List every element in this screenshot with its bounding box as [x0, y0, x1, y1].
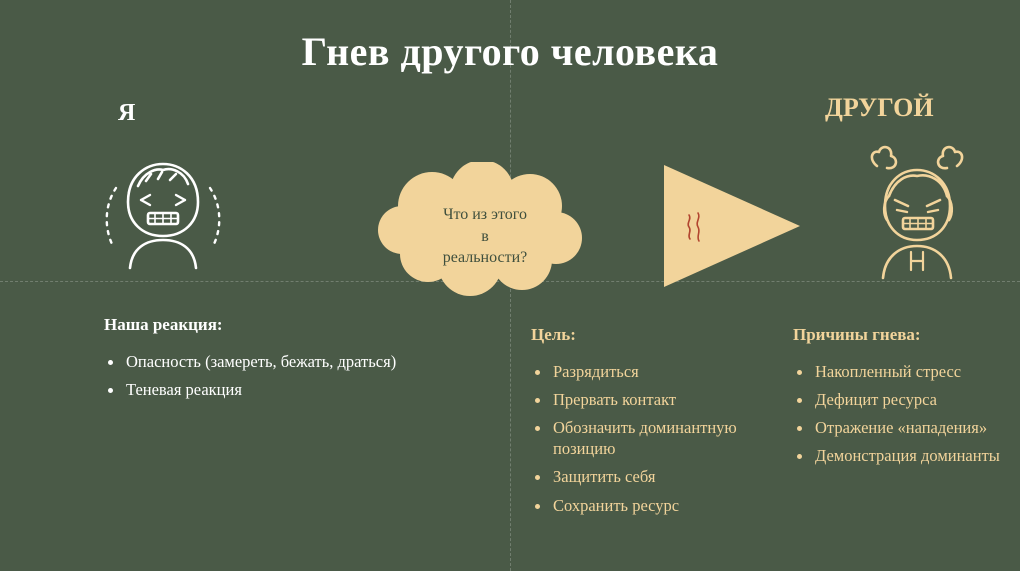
list-item: Разрядиться: [531, 361, 771, 382]
column-heading-anger-causes: Причины гнева:: [793, 325, 921, 344]
anxious-person-icon: [88, 150, 238, 285]
column-goal: [531, 325, 771, 523]
column-heading-our-reaction: Наша реакция:: [104, 315, 223, 334]
label-other: ДРУГОЙ: [825, 93, 934, 122]
cloud-text: [370, 204, 600, 269]
list-item: Накопленный стресс: [793, 361, 1008, 382]
list-anger-causes: [793, 361, 1008, 466]
angry-person-icon: [845, 140, 990, 290]
thought-cloud-icon: [370, 162, 600, 298]
label-me: Я: [118, 100, 136, 126]
column-anger-causes: [793, 325, 1008, 473]
list-our-reaction: [104, 351, 404, 400]
list-item: Теневая реакция: [104, 379, 404, 400]
column-our-reaction: [104, 315, 404, 407]
list-item: Опасность (замереть, бежать, драться): [104, 351, 404, 372]
list-item: Демонстрация доминанты: [793, 445, 1008, 466]
list-item: Прервать контакт: [531, 389, 771, 410]
cloud-line-2: в: [481, 227, 489, 245]
slide-title: Гнев другого человека: [301, 29, 719, 74]
list-item: Дефицит ресурса: [793, 389, 1008, 410]
cloud-line-1: Что из этого: [443, 206, 527, 223]
cloud-line-3: реальности?: [442, 249, 528, 267]
list-item: Отражение «нападения»: [793, 417, 1008, 438]
list-item: Сохранить ресурс: [531, 495, 771, 516]
list-item: Обозначить доминантную позицию: [531, 417, 771, 459]
list-goal: [531, 361, 771, 516]
list-item: Защитить себя: [531, 466, 771, 487]
column-heading-goal: Цель:: [531, 325, 576, 344]
triangle-arrow-icon: [662, 163, 802, 289]
